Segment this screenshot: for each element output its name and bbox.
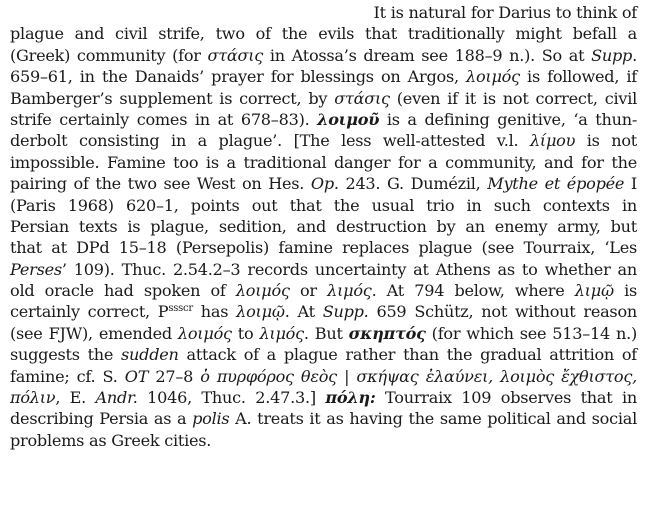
text-run: plague and civil strife, two of the evils that traditionally might befall a <box>10 24 637 44</box>
text-run: in Atossa’s dream see 188–9 n.). So at <box>263 45 592 65</box>
text-line <box>10 366 637 387</box>
text-run: has <box>192 302 237 322</box>
text-line <box>10 301 637 322</box>
text-run: 659 Schütz, not without reason <box>368 302 637 322</box>
italic-term: sudden <box>121 345 179 365</box>
superscript: ssscr <box>168 303 193 315</box>
greek-term: λιμός <box>327 281 372 301</box>
text-line <box>10 408 637 429</box>
text-run: 243. G. Dumézil, <box>338 174 488 194</box>
text-run: certainly correct, P <box>10 302 169 322</box>
text-run: describing Persia as a <box>10 409 193 429</box>
italic-term: Supp. <box>322 302 369 322</box>
greek-term: στάσις <box>207 45 264 65</box>
text-run: A. treats it as having the same political and social <box>229 409 637 429</box>
text-run: . At <box>284 302 323 322</box>
text-run: to <box>231 323 260 343</box>
greek-term: στάσις <box>334 88 390 108</box>
greek-term: πόλιν <box>10 388 56 408</box>
text-line <box>10 344 637 365</box>
text-line <box>10 216 637 237</box>
text-run: or <box>289 281 328 301</box>
greek-term: λοιμῷ <box>236 302 285 322</box>
text-line <box>10 430 637 451</box>
text-run: . But <box>303 323 349 343</box>
text-run: famine; cf. S. <box>10 366 125 386</box>
greek-term: λοιμός <box>466 67 520 87</box>
text-line <box>10 66 637 87</box>
text-line <box>10 88 637 109</box>
text-line <box>10 2 637 23</box>
text-line <box>10 259 637 280</box>
text-line <box>10 130 637 151</box>
text-run: is a defining genitive, ‘a thun- <box>379 109 638 129</box>
greek-term: λίμου <box>529 131 576 151</box>
greek-term: λοιμός <box>235 281 290 301</box>
text-line <box>10 45 637 66</box>
text-run: strife certainly comes in at 678–83). <box>10 109 318 129</box>
text-run: (Greek) community (for <box>10 45 208 65</box>
text-run: attack of a plague rather than the gradual attrition of <box>178 345 637 365</box>
text-line <box>10 109 637 130</box>
italic-term: Perses <box>10 259 62 279</box>
text-run: impossible. Famine too is a traditional danger for a community, and for the <box>10 152 637 172</box>
bold-greek-lemma: πόλη: <box>325 388 376 408</box>
greek-term: λιμός <box>259 323 304 343</box>
italic-term: OT <box>124 366 149 386</box>
greek-term: λιμῷ <box>574 281 614 301</box>
greek-term: ὁ πυρφόρος θεὸς | σκήψας ἐλαύνει, λοιμὸς ἔχθιστος, <box>200 366 638 386</box>
text-line <box>10 323 637 344</box>
text-run: Tourraix 109 observes that in <box>375 388 637 408</box>
italic-term: Andr. <box>95 388 138 408</box>
text-run: 1046, Thuc. 2.47.3.] <box>137 388 326 408</box>
text-run: (even if it is not correct, civil <box>389 88 638 108</box>
text-run: problems as Greek cities. <box>10 430 212 450</box>
text-run: (Paris 1968) 620–1, points out that the usual trio in such contexts in <box>10 195 637 215</box>
text-run: suggests the <box>10 345 122 365</box>
text-run: ’ 109). Thuc. 2.54.2–3 records uncertainty at Athens as to whether an <box>61 259 637 279</box>
italic-term: Supp. <box>591 45 637 65</box>
text-run: pairing of the two see West on Hes. <box>10 174 311 194</box>
text-run: that at DPd 15–18 (Persepolis) famine replaces plague (see Tourraix, ‘Les <box>10 238 637 258</box>
text-run: (for which see 513–14 n.) <box>425 323 637 343</box>
italic-term: Mythe et épopée <box>487 174 625 194</box>
text-line <box>10 195 637 216</box>
text-run: is not <box>575 131 637 151</box>
text-line <box>10 280 637 301</box>
text-run: Bamberger’s supplement is correct, by <box>10 88 335 108</box>
text-run: (see FJW), emended <box>10 323 178 343</box>
text-run: , E. <box>55 388 96 408</box>
italic-term: polis <box>192 409 230 429</box>
text-line <box>10 23 637 44</box>
text-run: 659–61, in the Danaids’ prayer for blessings on Argos, <box>10 67 467 87</box>
text-line <box>10 237 637 258</box>
text-run: is followed, if <box>519 67 637 87</box>
bold-greek-lemma: λοιμοῦ <box>317 109 380 129</box>
text-run: . At 794 below, where <box>371 281 575 301</box>
text-run: old oracle had spoken of <box>10 281 236 301</box>
text-run: I <box>624 174 637 194</box>
text-run: derbolt consisting in a plague’. [The less well-attested v.l. <box>10 131 530 151</box>
text-line <box>10 152 637 173</box>
text-run: is <box>613 281 637 301</box>
bold-greek-lemma: σκηπτός <box>348 323 426 343</box>
commentary-paragraph <box>10 2 637 451</box>
italic-term: Op. <box>310 174 339 194</box>
text-line <box>10 387 637 408</box>
text-run: It is natural for Darius to think of <box>373 3 637 22</box>
text-run: Persian texts is plague, sedition, and destruction by an enemy army, but <box>10 216 637 236</box>
text-line <box>10 173 637 194</box>
text-run: 27–8 <box>148 366 201 386</box>
greek-term: λοιμός <box>177 323 232 343</box>
